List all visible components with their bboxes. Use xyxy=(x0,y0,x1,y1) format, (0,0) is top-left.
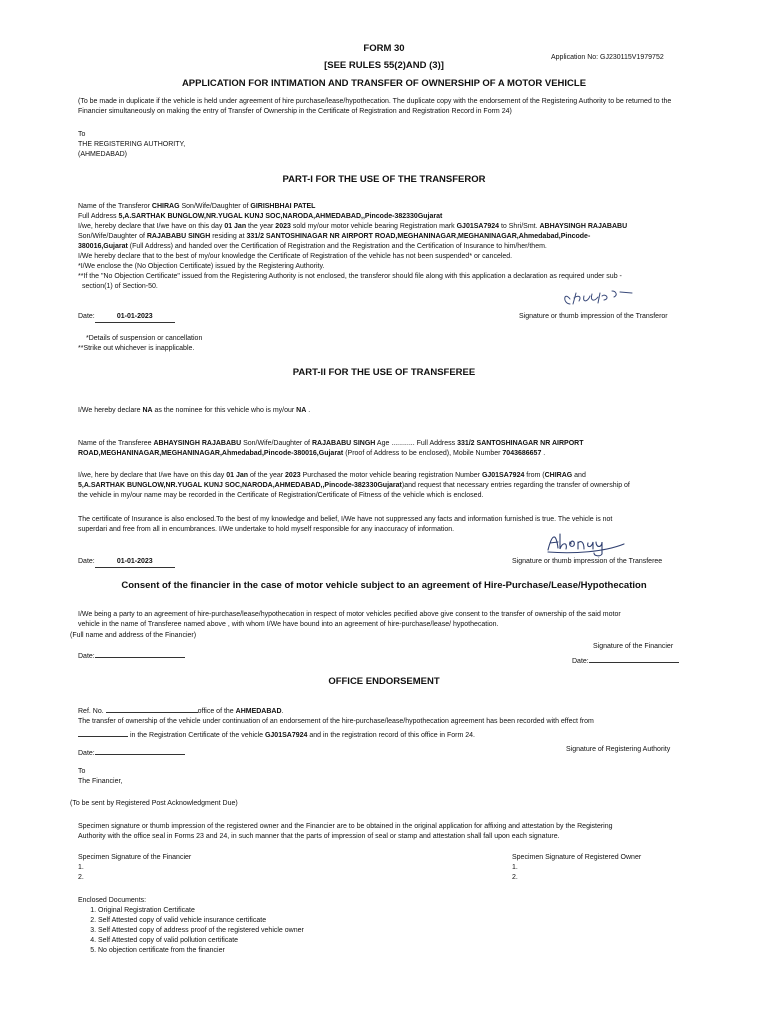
transferor-name: CHIRAG xyxy=(151,203,180,210)
seller-name: CHIRAG xyxy=(544,472,573,479)
to-label: To xyxy=(78,131,86,138)
transferee-signature xyxy=(544,530,634,556)
transferor-date: 01-01-2023 xyxy=(95,312,175,323)
application-number: Application No: GJ230115V1979752 xyxy=(551,54,664,61)
enclosed-document-item: 2. Self Attested copy of valid vehicle insurance certificate xyxy=(98,916,304,926)
form-number: FORM 30 xyxy=(363,43,405,54)
transferee-signature-label: Signature or thumb impression of the Transferee xyxy=(512,558,663,565)
section-line: section(1) of Section-50. xyxy=(82,283,158,290)
sale-declaration-line: I/we, hereby declare that I/we have on this day 01 Jan the year 2023 sold my/our motor vehicle bearing Registration mark GJ01SA7924 to Shri/Smt. ABHAYSINGH RAJABABU xyxy=(78,223,628,230)
office-endorsement-body: Ref. No. office of the AHMEDABAD. The transfer of ownership of the vehicle under continuation of an endorsement of the hire-purchase/lease/hypothecation agreement has been recorded with effect from in the Registration Certificate of the vehicle GJ01SA7924 and in the registration record of this office in Form 24. xyxy=(78,703,698,741)
purchase-registration: GJ01SA7924 xyxy=(481,472,525,479)
financier-signature-label: Signature of the Financier xyxy=(593,643,674,650)
enclosed-document-item: 3. Self Attested copy of address proof of the registered vehicle owner xyxy=(98,926,304,936)
transferee-name-line: Name of the Transferee ABHAYSINGH RAJABABU Son/Wife/Daughter of RAJABABU SINGH Age ............ Full Address 331/2 SANTOSHINAGAR NR AIRPORT xyxy=(78,440,584,447)
enclosed-documents-list xyxy=(78,906,304,956)
specimen-instruction: Specimen signature or thumb impression of the registered owner and the Financier are to be obtained in the original application for affixing and attestation by the Registering Authority with the office seal in Forms 23 and 24, in such manner that the parts of impression of seal or stamp and attestation shall fall upon each signature. xyxy=(78,823,613,840)
financier-date-row-2: Date: xyxy=(572,653,679,667)
rules-reference: [SEE RULES 55(2)AND (3)] xyxy=(324,60,444,71)
financier-date-row: Date: xyxy=(78,648,185,662)
part2-date-row: Date: 01-01-2023 xyxy=(78,557,175,568)
duplicate-note: (To be made in duplicate if the vehicle is held under agreement of hire purchase/lease/hypothecation. The duplicate copy with the endorsement of the Registering Authority to be returned to the Financier simultaneously on making the entry of Transfer of Ownership in the Certificate of Registration and Registration Record in Form 24) xyxy=(78,98,672,115)
specimen-owner-block: Specimen Signature of Registered Owner 1. 2. xyxy=(512,854,642,881)
office-city: AHMEDABAD xyxy=(235,708,282,715)
buyer-parent-line: Son/Wife/Daughter of RAJABABU SINGH residing at 331/2 SANTOSHINAGAR NR AIRPORT ROAD,MEGHANINAGAR,MEGHANINAGAR,Ahmedabad,Pincode- xyxy=(78,233,591,240)
transferor-signature-label: Signature or thumb impression of the Transferor xyxy=(519,313,668,320)
buyer-name: ABHAYSINGH RAJABABU xyxy=(539,223,628,230)
nominee-line: I/We hereby declare NA as the nominee for this vehicle who is my/our NA . xyxy=(78,407,311,414)
registered-post-note: (To be sent by Registered Post Acknowledgment Due) xyxy=(70,800,238,807)
insurance-declaration: The certificate of Insurance is also enclosed.To the best of my knowledge and belief, I/We have not suppressed any facts and information furnished is true. The vehicle is not superdari and free from all in encumbrances. I/We undertake to hold myself responsible for any inaccuracy of information. xyxy=(78,516,613,533)
noc-not-enclosed-line: **If the "No Objection Certificate" issued from the Registering Authority is not enclosed, the transferor should file along with this application a declaration as required under sub - xyxy=(78,273,622,280)
enclosed-documents-heading: Enclosed Documents: xyxy=(78,897,147,904)
transferor-signature xyxy=(560,287,640,309)
transferor-parent: GIRISHBHAI PATEL xyxy=(250,203,316,210)
office-registration: GJ01SA7924 xyxy=(264,732,308,739)
financier-address-block: To The Financier, xyxy=(78,768,123,785)
transferor-address-line: Full Address 5,A.SARTHAK BUNGLOW,NR.YUGAL KUNJ SOC,NARODA,AHMEDABAD,,Pincode-382330Gujarat xyxy=(78,213,443,220)
ref-number-field xyxy=(106,703,198,713)
nominee-relation: NA xyxy=(296,407,307,414)
noc-enclosed-line: *I/We enclose the (No Objection Certificate) issued by the Registering Authority. xyxy=(78,263,325,270)
transferor-address: 5,A.SARTHAK BUNGLOW,NR.YUGAL KUNJ SOC,NARODA,AHMEDABAD,,Pincode-382330Gujarat xyxy=(118,213,443,220)
part1-date-row xyxy=(78,312,175,323)
office-heading: OFFICE ENDORSEMENT xyxy=(328,676,440,687)
financier-heading: Consent of the financier in the case of motor vehicle subject to an agreement of Hire-Purchase/Lease/Hypothecation xyxy=(121,580,647,591)
financier-date-field xyxy=(95,648,185,658)
transferee-address-line: ROAD,MEGHANINAGAR,MEGHANINAGAR,Ahmedabad,Pincode-380016,Gujarat (Proof of Address to be enclosed), Mobile Number 7043686657 . xyxy=(78,450,546,457)
purchase-declaration: I/we, here by declare that I/we have on this day 01 Jan of the year 2023 Purchased the motor vehicle bearing registration Number GJ01SA7924 from (CHIRAG and 5,A.SARTHAK BUNGLOW,NR.YUGAL KUNJ SOC,NARODA,AHMEDABAD,,Pincode-382330Gujarat)and request that necessary entries regarding the transfer of ownership of the vehicle in my/our name may be recorded in the Certificate of Registration/Certificate of Fitness of the vehicle which is enclosed. xyxy=(78,472,630,499)
enclosed-documents xyxy=(78,896,304,956)
transferee-date: 01-01-2023 xyxy=(95,557,175,568)
ref-line: Ref. No. office of the AHMEDABAD. xyxy=(78,703,698,717)
financier-consent: I/We being a party to an agreement of hire-purchase/lease/hypothecation in respect of motor vehicles pecified above give consent to the transfer of ownership of the said motor vehicle in the name of Transferee named above , with whom I/We have bound into an agreement of hire-purchase/lease/ hypothecation. xyxy=(78,611,621,628)
specimen-owner-label: Specimen Signature of Registered Owner xyxy=(512,854,642,861)
enclosed-document-item: 4. Self Attested copy of valid pollution certificate xyxy=(98,936,304,946)
transferee-mobile: 7043686657 xyxy=(502,450,542,457)
registration-mark: GJ01SA7924 xyxy=(456,223,500,230)
part1-heading: PART-I FOR THE USE OF THE TRANSFEROR xyxy=(282,174,486,185)
financier-name-label: (Full name and address of the Financier) xyxy=(70,632,197,639)
date-label: Date: xyxy=(78,313,95,320)
specimen-financier-label: Specimen Signature of the Financier xyxy=(78,854,192,861)
enclosed-document-item: 5. No objection certificate from the financier xyxy=(98,946,304,956)
transferee-parent: RAJABABU SINGH xyxy=(311,440,376,447)
effective-date-field xyxy=(78,727,128,737)
transferor-name-line: Name of the Transferor CHIRAG Son/Wife/Daughter of GIRISHBHAI PATEL xyxy=(78,203,316,210)
authority-name: THE REGISTERING AUTHORITY, xyxy=(78,141,186,148)
form-title: APPLICATION FOR INTIMATION AND TRANSFER OF OWNERSHIP OF A MOTOR VEHICLE xyxy=(181,78,587,89)
financier-date-field-2 xyxy=(589,653,679,663)
registering-authority-signature-label: Signature of Registering Authority xyxy=(566,746,671,753)
part1-body xyxy=(78,202,698,292)
handover-line: 380016,Gujarat (Full Address) and handed over the Certification of Registration and the Registration and the Certification of Insurance to him/her/them. xyxy=(78,243,547,250)
enclosed-document-item: 1. Original Registration Certificate xyxy=(98,906,304,916)
part1-footnotes xyxy=(78,334,202,354)
transferee-name: ABHAYSINGH RAJABABU xyxy=(153,440,242,447)
nominee-name: NA xyxy=(142,407,153,414)
footnote-suspension: *Details of suspension or cancellation xyxy=(86,335,203,342)
office-date-field xyxy=(95,745,185,755)
to-block xyxy=(78,130,185,160)
part2-heading: PART-II FOR THE USE OF TRANSFEREE xyxy=(292,367,476,378)
office-date-row: Date: xyxy=(78,745,185,759)
authority-city: (AHMEDABAD) xyxy=(78,151,128,158)
specimen-financier-block: Specimen Signature of the Financier 1. 2. xyxy=(78,854,192,881)
footnote-strike: **Strike out whichever is inapplicable. xyxy=(78,345,195,352)
not-suspended-line: I/We hereby declare that to the best of my/our knowledge the Certificate of Registration of the vehicle has not been suspended* or canceled. xyxy=(78,253,513,260)
transferee-details xyxy=(78,439,698,459)
